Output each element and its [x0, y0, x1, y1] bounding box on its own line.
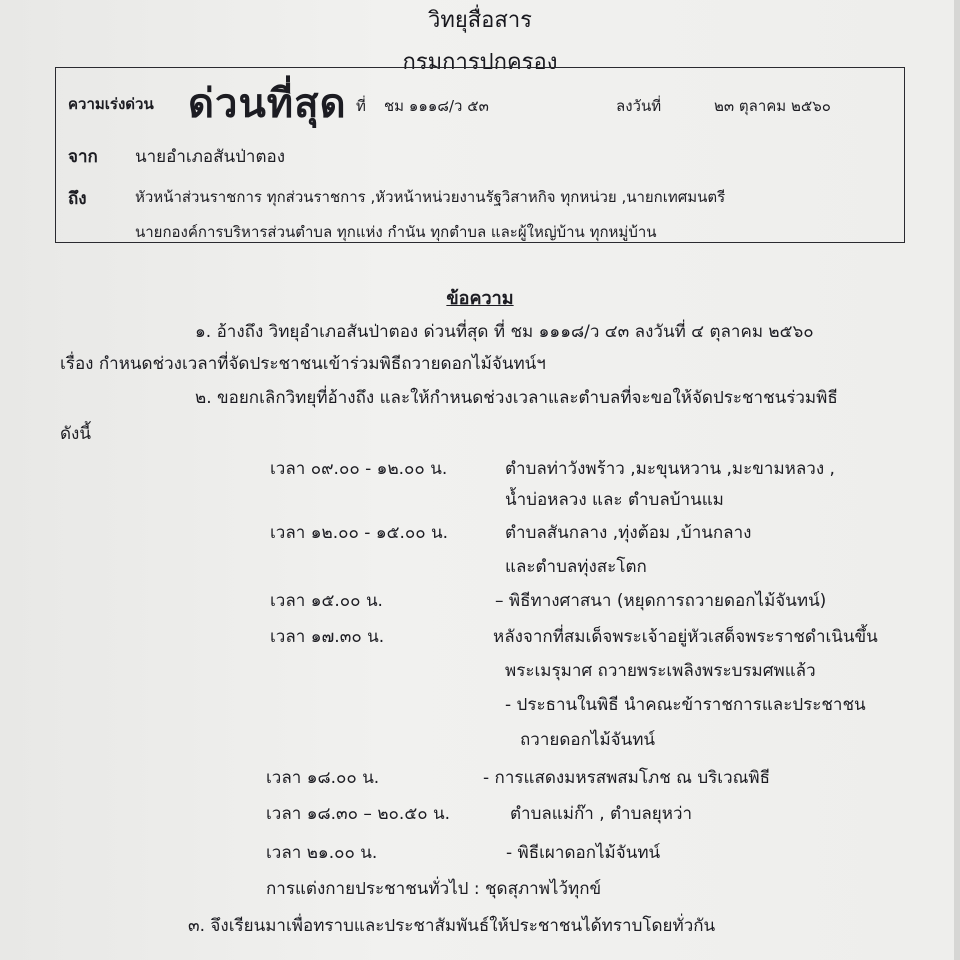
- schedule-4-line-2: พระเมรุมาศ ถวายพระเพลิงพระบรมศพแล้ว: [505, 661, 816, 681]
- department-name: กรมการปกครอง: [402, 50, 558, 75]
- schedule-7-time: เวลา ๒๑.๐๐ น.: [266, 843, 378, 863]
- message-heading-text: ข้อความ: [446, 288, 514, 309]
- paragraph-2-line-2: ดังนี้: [60, 424, 91, 444]
- date-value: ๒๓ ตุลาคม ๒๕๖๐: [714, 97, 831, 115]
- paragraph-1-line-1: ๑. อ้างถึง วิทยุอำเภอสันป่าตอง ด่วนที่สุด ที่ ชม ๑๑๑๘/ว ๔๓ ลงวันที่ ๔ ตุลาคม ๒๕๖๐: [195, 322, 814, 342]
- urgency-stamp: ด่วนที่สุด: [188, 81, 347, 127]
- urgency-label: ความเร่งด่วน: [68, 95, 154, 113]
- dress-code: การแต่งกายประชาชนทั่วไป : ชุดสุภาพไว้ทุกข์: [266, 879, 602, 899]
- schedule-2-time: เวลา ๑๒.๐๐ - ๑๕.๐๐ น.: [270, 523, 449, 543]
- number-label: ที่: [356, 97, 366, 115]
- schedule-4-line-1: หลังจากที่สมเด็จพระเจ้าอยู่หัวเสด็จพระราชดำเนินขึ้น: [493, 627, 878, 647]
- from-value: นายอำเภอสันป่าตอง: [135, 147, 285, 167]
- schedule-1-line-1: ตำบลท่าวังพร้าว ,มะขุนหวาน ,มะขามหลวง ,: [505, 459, 835, 479]
- number-value: ชม ๑๑๑๘/ว ๕๓: [384, 97, 489, 115]
- paragraph-2-line-1: ๒. ขอยกเลิกวิทยุที่อ้างถึง และให้กำหนดช่วงเวลาและตำบลที่จะขอให้จัดประชาชนร่วมพิธี: [195, 388, 838, 408]
- to-label: ถึง: [68, 189, 87, 209]
- schedule-2-line-2: และตำบลทุ่งสะโตก: [505, 557, 647, 577]
- schedule-6-time: เวลา ๑๘.๓๐ – ๒๐.๕๐ น.: [266, 804, 450, 824]
- schedule-1-line-2: น้ำบ่อหลวง และ ตำบลบ้านแม: [505, 490, 724, 510]
- schedule-4-line-4: ถวายดอกไม้จันทน์: [520, 730, 656, 750]
- schedule-7-line-1: - พิธีเผาดอกไม้จันทน์: [506, 843, 661, 863]
- schedule-5-line-1: - การแสดงมหรสพสมโภช ณ บริเวณพิธี: [483, 768, 770, 788]
- schedule-1-time: เวลา ๐๙.๐๐ - ๑๒.๐๐ น.: [270, 459, 448, 479]
- schedule-4-line-3: - ประธานในพิธี นำคณะข้าราชการและประชาชน: [505, 695, 866, 715]
- schedule-2-line-1: ตำบลสันกลาง ,ทุ่งต้อม ,บ้านกลาง: [505, 523, 752, 543]
- schedule-4-time: เวลา ๑๗.๓๐ น.: [270, 627, 385, 647]
- page-edge: [954, 0, 960, 960]
- schedule-6-line-1: ตำบลแม่ก๊า , ตำบลยุหว่า: [510, 804, 693, 824]
- schedule-5-time: เวลา ๑๘.๐๐ น.: [266, 768, 380, 788]
- to-line-1: หัวหน้าส่วนราชการ ทุกส่วนราชการ ,หัวหน้าหน่วยงานรัฐวิสาหกิจ ทุกหน่วย ,นายกเทศมนตรี: [135, 188, 726, 206]
- document-title: วิทยุสื่อสาร: [428, 8, 532, 33]
- schedule-3-time: เวลา ๑๕.๐๐ น.: [270, 591, 383, 611]
- message-heading: [0, 283, 960, 312]
- from-label: จาก: [68, 147, 98, 167]
- paragraph-3: ๓. จึงเรียนมาเพื่อทราบและประชาสัมพันธ์ให้ประชาชนได้ทราบโดยทั่วกัน: [188, 916, 716, 936]
- date-label: ลงวันที่: [616, 97, 662, 115]
- schedule-3-line-1: – พิธีทางศาสนา (หยุดการถวายดอกไม้จันทน์): [495, 591, 827, 611]
- to-line-2: นายกองค์การบริหารส่วนตำบล ทุกแห่ง กำนัน ทุกตำบล และผู้ใหญ่บ้าน ทุกหมู่บ้าน: [135, 223, 657, 241]
- paragraph-1-line-2: เรื่อง กำหนดช่วงเวลาที่จัดประชาชนเข้าร่วมพิธีถวายดอกไม้จันทน์ฯ: [60, 354, 546, 374]
